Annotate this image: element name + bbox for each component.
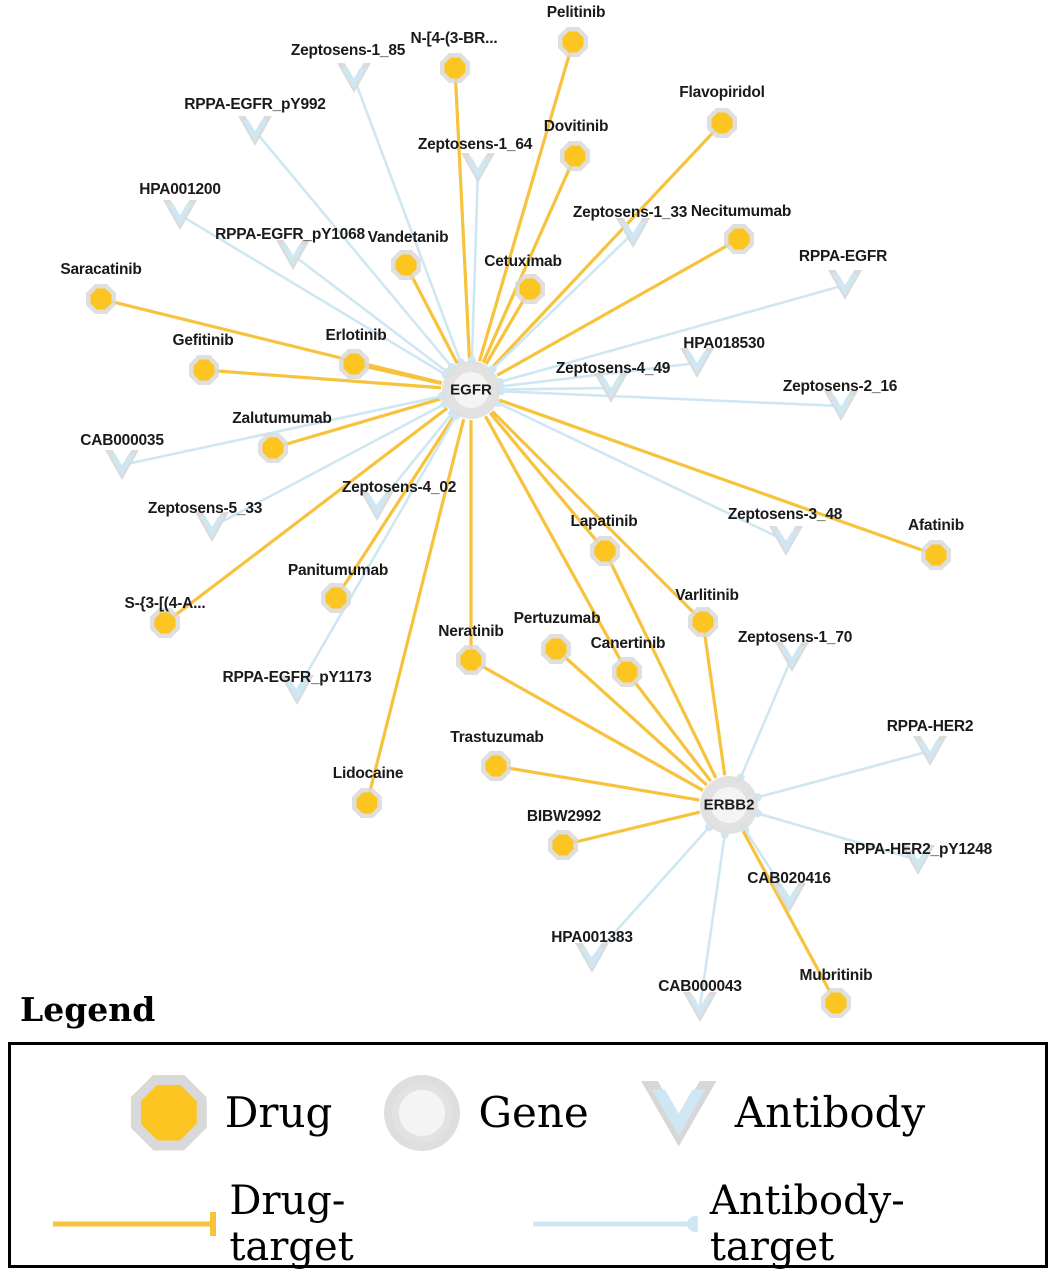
drug-node[interactable] [339,349,369,379]
legend-label-gene: Gene [478,1088,589,1137]
legend-shapes-row [11,1045,1045,1180]
drug-node-core [553,835,574,856]
legend-item-drug-target [51,1178,451,1270]
antibody-node[interactable] [769,524,803,558]
drug-node[interactable] [86,284,116,314]
antibody-target-edge [297,416,456,690]
drug-node[interactable] [258,433,288,463]
node-label: Mubritinib [799,967,873,984]
node-label: Dovitinib [543,118,609,135]
node-label: RPPA-EGFR [798,248,888,265]
drug-node[interactable] [391,250,421,280]
antibody-target-edge [500,285,845,382]
legend-box [8,1042,1048,1268]
node-label: Cetuximab [484,253,562,270]
node-label: Pelitinib [546,4,606,21]
drug-node[interactable] [352,788,382,818]
drug-node-icon [131,1075,207,1151]
node-label: Trastuzumab [450,729,544,746]
drug-node-core [617,662,638,683]
antibody-target-edge-icon [531,1209,697,1239]
node-label: HPA001383 [551,929,633,946]
drug-node[interactable] [821,988,851,1018]
drug-node-core [926,545,947,566]
antibody-node[interactable] [461,151,495,185]
drug-node[interactable] [321,583,351,613]
node-label: S-{3-[(4-A... [124,595,206,612]
node-label: Zeptosens-4_02 [341,479,457,496]
node-label: Vandetanib [367,229,449,246]
drug-node[interactable] [688,607,718,637]
antibody-node[interactable] [337,61,371,95]
drug-node-core [486,756,507,777]
node-label: Gefitinib [172,332,234,349]
antibody-target-edge [472,168,478,360]
drug-node[interactable] [548,830,578,860]
drug-target-edge [703,622,725,775]
node-label: Zeptosens-1_33 [572,204,688,221]
gene-node-erbb2[interactable] [700,776,758,834]
node-label: BIBW2992 [526,808,602,825]
node-label: Varlitinib [675,587,739,604]
node-label: N-[4-(3-BR... [410,30,498,47]
drug-node[interactable] [515,274,545,304]
node-label: Zeptosens-4_49 [555,360,671,377]
node-label: Canertinib [590,635,666,652]
node-label: Saracatinib [60,261,142,278]
drug-target-edge [492,123,722,368]
antibody-node-icon [641,1075,717,1151]
node-label: Afatinib [907,517,965,534]
drug-node-core [693,612,714,633]
drug-target-edge [627,672,711,781]
gene-node-label: EGFR [450,381,492,399]
drug-node-core [565,146,586,167]
node-label: RPPA-EGFR_pY1173 [222,669,372,686]
node-label: Erlotinib [325,327,387,344]
node-label: HPA018530 [683,335,765,352]
drug-target-edge [455,68,470,360]
legend-label-antibody: Antibody [734,1088,926,1137]
legend-item-gene [384,1075,588,1151]
antibody-node[interactable] [163,198,197,232]
node-label: CAB020416 [747,870,831,887]
drug-node[interactable] [481,751,511,781]
drug-node-core [155,613,176,634]
node-label: Neratinib [438,623,504,640]
drug-node[interactable] [612,657,642,687]
legend-edges-row [11,1180,1045,1268]
node-label: Zeptosens-5_33 [147,500,263,517]
drug-node-core [826,993,847,1014]
antibody-target-edge [758,751,930,797]
node-label: HPA001200 [139,181,221,198]
node-label: RPPA-HER2 [886,718,974,735]
gene-node-ring [392,1083,452,1143]
drug-node-core [520,279,541,300]
node-label: Flavopiridol [679,84,765,101]
drug-node[interactable] [558,27,588,57]
drug-target-edge-icon [51,1209,217,1239]
drug-node[interactable] [456,645,486,675]
node-label: Panitumumab [287,562,389,579]
drug-node-core [141,1085,197,1141]
drug-node-core [546,639,567,660]
node-label: Lidocaine [332,765,404,782]
drug-node-core [563,32,584,53]
node-label: Zeptosens-1_70 [737,629,853,646]
node-label: CAB000043 [658,978,742,995]
node-label: Lapatinib [570,513,638,530]
legend-label-drug-target: Drug-target [229,1178,354,1270]
antibody-target-edge [741,657,792,777]
antibody-node[interactable] [238,114,272,148]
legend-label-antibody-target: Antibody-target [709,1178,905,1270]
drug-node[interactable] [921,540,951,570]
antibody-node[interactable] [913,734,947,768]
drug-node-core [712,113,733,134]
node-label: Pertuzumab [513,610,601,627]
drug-node-core [595,541,616,562]
gene-node-label: ERBB2 [703,796,755,814]
drug-node[interactable] [707,108,737,138]
node-label: Zeptosens-1_64 [417,136,533,153]
node-label: RPPA-EGFR_pY1068 [215,226,365,243]
node-label: Zeptosens-2_16 [782,378,898,395]
node-label: CAB000035 [80,432,164,449]
drug-node-core [729,229,750,250]
node-label: Zeptosens-3_48 [727,506,843,523]
node-label: Necitumumab [690,203,792,220]
drug-node[interactable] [590,536,620,566]
node-label: RPPA-HER2_pY1248 [843,841,993,858]
drug-target-edge [479,42,573,361]
gene-node-icon [384,1075,460,1151]
drug-node-core [326,588,347,609]
legend-label-drug: Drug [224,1088,333,1137]
gene-node-egfr[interactable] [442,361,500,419]
drug-target-edge [499,400,936,555]
antibody-target-edge [293,255,447,372]
drug-node[interactable] [560,141,590,171]
drug-node-core [357,793,378,814]
drug-node[interactable] [541,634,571,664]
node-label: RPPA-EGFR_pY992 [184,96,326,113]
node-label: Zeptosens-1_85 [290,42,406,59]
drug-node[interactable] [189,355,219,385]
drug-node[interactable] [440,53,470,83]
legend-title: Legend [20,990,156,1029]
antibody-node[interactable] [105,448,139,482]
legend-item-antibody-target [531,1178,1005,1270]
legend-item-drug [131,1075,333,1151]
antibody-target-edge [354,78,460,362]
drug-node-core [461,650,482,671]
node-label: Zalutumumab [232,410,332,427]
drug-node[interactable] [724,224,754,254]
legend-item-antibody [641,1075,925,1151]
antibody-node[interactable] [828,268,862,302]
